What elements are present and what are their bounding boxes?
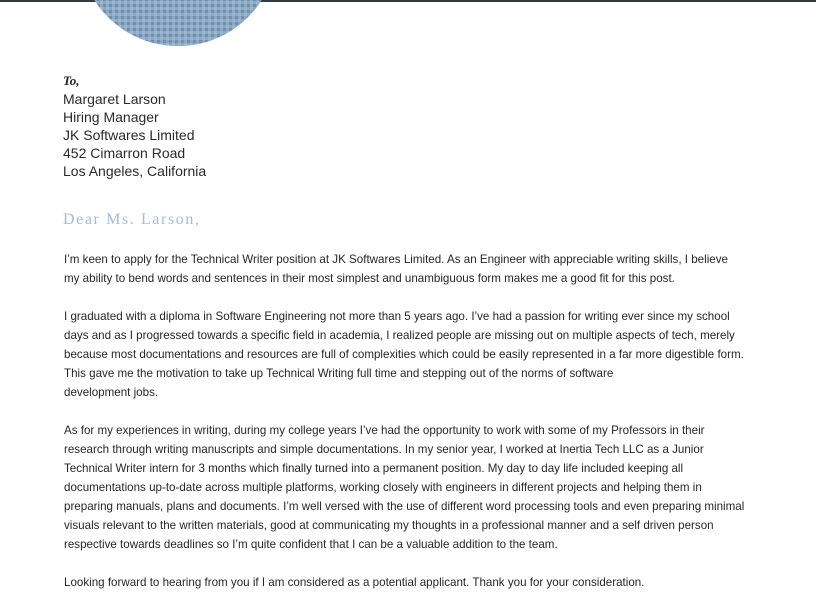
paragraph-line: This gave me the motivation to take up Technical Writing full time and stepping out of the norms of software	[64, 367, 614, 380]
paragraph-line: visuals relevant to the written materials, good at communicating my thoughts in a professional manner and a self driven person	[64, 519, 714, 532]
paragraph-line: Technical Writer intern for 3 months which finally turned into a permanent position. My day to day life included keeping all	[64, 462, 684, 475]
paragraph-line: development jobs.	[64, 386, 159, 399]
paragraph-line: respective towards deadlines so I’m quite confident that I can be a valuable addition to the team.	[64, 538, 558, 551]
salutation: Dear Ms. Larson,	[63, 211, 201, 228]
paragraph-line: I graduated with a diploma in Software Engineering not more than 5 years ago. I’ve had a passion for writing ever since my school	[64, 310, 730, 323]
paragraph-line: As for my experiences in writing, during my college years I’ve had the opportunity to work with some of my Professors in their	[64, 424, 705, 437]
paragraph-line: research through writing manuscripts and simple documentations. In my senior year, I worked at Inertia Tech LLC as a Junior	[64, 443, 704, 456]
letter-body	[64, 250, 764, 611]
paragraph-line: I’m keen to apply for the Technical Writer position at JK Softwares Limited. As an Engineer with appreciable writing skills, I believe	[64, 253, 728, 266]
recipient-title: Hiring Manager	[63, 109, 159, 125]
recipient-block	[63, 72, 463, 180]
recipient-street: 452 Cimarron Road	[63, 145, 186, 161]
paragraph-line: my ability to bend words and sentences in their most simplest and unambiguous form makes me a good fit for this post.	[64, 272, 675, 285]
body-paragraph-3	[64, 421, 764, 554]
body-paragraph-2	[64, 307, 764, 402]
to-label: To,	[63, 73, 80, 88]
recipient-name: Margaret Larson	[63, 91, 166, 107]
recipient-company: JK Softwares Limited	[63, 127, 195, 143]
body-paragraph-4	[64, 573, 764, 592]
paragraph-line: days and as I progressed towards a specific field in academia, I realized people are missing out on multiple aspects of tech, merely	[64, 329, 735, 342]
recipient-city: Los Angeles, California	[63, 163, 207, 179]
body-paragraph-1	[64, 250, 764, 288]
profile-photo-image	[79, 0, 277, 46]
paragraph-line: preparing manuals, plans and documents. I’m well versed with the use of different word processing tools and even preparing minimal	[64, 500, 745, 513]
paragraph-line: because most documentations and resources are full of complexities which could be easily represented in a far more digestible form.	[64, 348, 744, 361]
paragraph-line: documentations up-to-date across multiple platforms, working closely with engineers in different projects and helping them in	[64, 481, 702, 494]
paragraph-line: Looking forward to hearing from you if I am considered as a potential applicant. Thank you for your consideration.	[64, 576, 645, 589]
profile-photo	[79, 0, 277, 46]
